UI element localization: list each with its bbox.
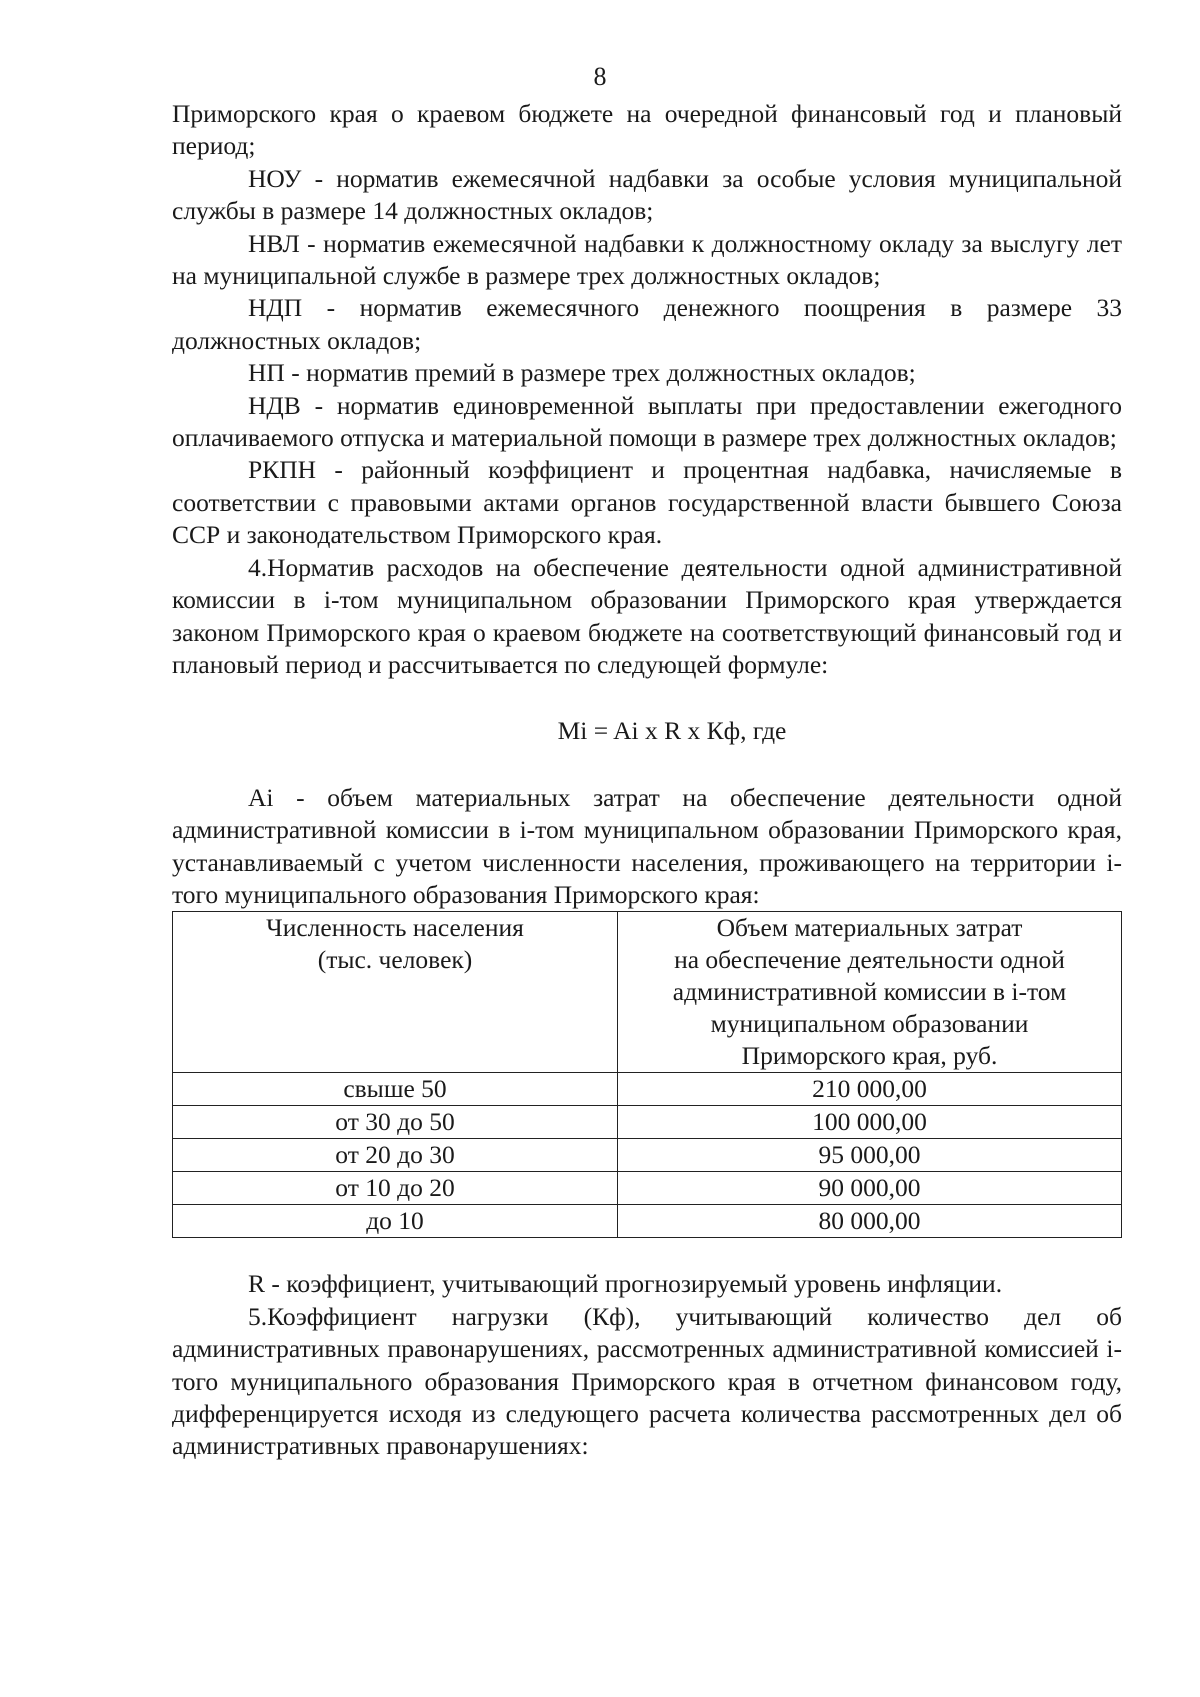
header-line: муниципальном образовании (710, 1009, 1029, 1039)
paragraph: Приморского края о краевом бюджете на очередной финансовый год и плановый период; (172, 99, 1122, 161)
amount-cell: 80 000,00 (618, 1205, 1122, 1238)
population-cell: от 10 до 20 (173, 1172, 618, 1205)
paragraph-ndp: НДП - норматив ежемесячного денежного поощрения в размере 33 должностных окладов; (172, 293, 1122, 355)
material-costs-table (172, 911, 1122, 1238)
paragraph-nvl: НВЛ - норматив ежемесячной надбавки к должностному окладу за выслугу лет на муниципальной службе в размере трех должностных окладов; (172, 228, 1122, 291)
paragraph-nou: НОУ - норматив ежемесячной надбавки за особые условия муниципальной службы в размере 14 должностных окладов; (172, 163, 1122, 226)
population-cell: до 10 (173, 1205, 618, 1238)
paragraph-rkpn: РКПН - районный коэффициент и процентная надбавка, начисляемые в соответствии с правовыми актами органов государственной власти бывшего Союза ССР и законодательством Приморского края. (172, 455, 1122, 550)
table-row (173, 1139, 1122, 1172)
table-row (173, 1172, 1122, 1205)
header-line: Приморского края, руб. (741, 1041, 998, 1071)
header-line: административной комиссии в i-том (672, 977, 1067, 1007)
header-line: Численность населения (266, 913, 524, 943)
population-cell: от 30 до 50 (173, 1106, 618, 1139)
table-row (173, 1106, 1122, 1139)
population-cell: свыше 50 (173, 1073, 618, 1106)
table-row (173, 1205, 1122, 1238)
page-number: 8 (593, 62, 607, 91)
paragraph-ai-definition: Ai - объем материальных затрат на обеспечение деятельности одной административной комиссии в i-том муниципальном образовании Приморского края, устанавливаемый с учетом численности населения, проживающего на территории i-того муниципального образования Приморского края: (172, 782, 1122, 909)
paragraph-item-4: 4.Норматив расходов на обеспечение деятельности одной административной комиссии в i-том муниципальном образовании Приморского края утверждается законом Приморского края о краевом бюджете на соответствующий финансовый год и плановый период и рассчитывается по следующей формуле: (172, 552, 1122, 679)
header-line: на обеспечение деятельности одной (674, 945, 1065, 975)
table-header-row (173, 912, 1122, 1073)
amount-cell: 100 000,00 (618, 1106, 1122, 1139)
amount-cell: 90 000,00 (618, 1172, 1122, 1205)
paragraph-np: НП - норматив премий в размере трех должностных окладов; (248, 358, 916, 388)
amount-cell: 95 000,00 (618, 1139, 1122, 1172)
paragraph-item-5: 5.Коэффициент нагрузки (Кф), учитывающий количество дел об административных правонарушениях, рассмотренных административной комиссией i-того муниципального образования Приморского края в отчетном финансовом году, дифференцируется исходя из следующего расчета количества рассмотренных дел об административных правонарушениях: (172, 1301, 1122, 1461)
population-cell: от 20 до 30 (173, 1139, 618, 1172)
header-population (173, 912, 618, 1073)
header-line: Объем материальных затрат (716, 913, 1023, 943)
paragraph-ndv: НДВ - норматив единовременной выплаты при предоставлении ежегодного оплачиваемого отпуска и материальной помощи в размере трех должностных окладов; (172, 390, 1122, 453)
table-row (173, 1073, 1122, 1106)
document-body (172, 98, 1122, 1463)
paragraph-r-definition: R - коэффициент, учитывающий прогнозируемый уровень инфляции. (248, 1269, 1003, 1299)
amount-cell: 210 000,00 (618, 1073, 1122, 1106)
formula: Mi = Ai x R x Кф, где (557, 716, 787, 746)
header-amount (618, 912, 1122, 1073)
header-line: (тыс. человек) (317, 945, 473, 975)
